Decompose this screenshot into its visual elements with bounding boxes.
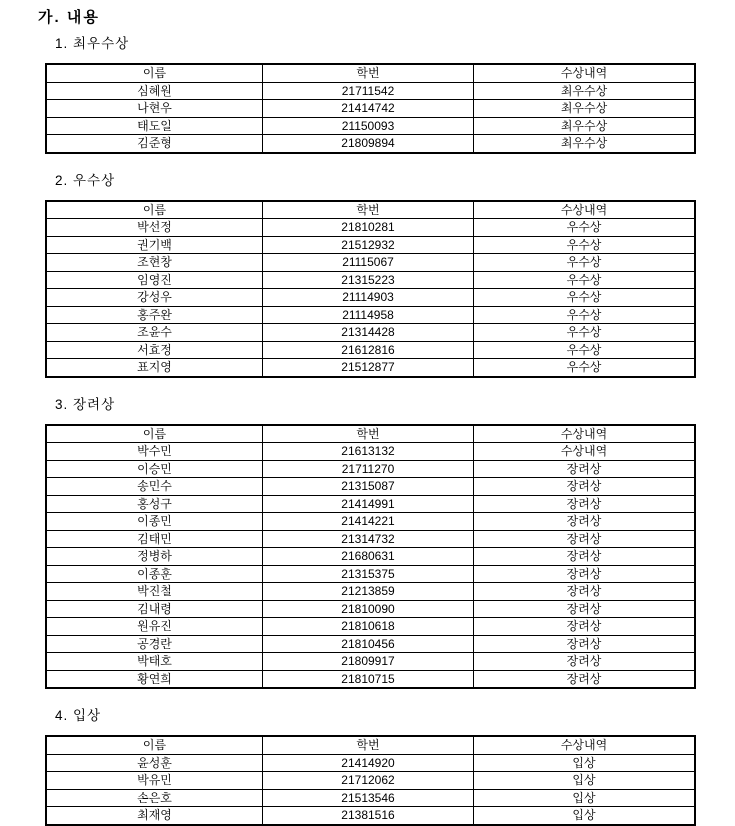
table-cell: 21711270 xyxy=(263,460,474,478)
table-cell: 장려상 xyxy=(474,513,696,531)
table-row xyxy=(46,565,695,583)
table-cell: 송민수 xyxy=(46,478,263,496)
table-row xyxy=(46,443,695,461)
table-row xyxy=(46,807,695,825)
table-cell: 장려상 xyxy=(474,460,696,478)
table-cell: 21613132 xyxy=(263,443,474,461)
table-cell: 21810281 xyxy=(263,219,474,237)
table-cell: 황연희 xyxy=(46,670,263,688)
table-cell: 21810090 xyxy=(263,600,474,618)
table-cell: 장려상 xyxy=(474,618,696,636)
table-cell: 최우수상 xyxy=(474,117,696,135)
table-cell: 21810456 xyxy=(263,635,474,653)
column-header: 학번 xyxy=(263,64,474,82)
table-cell: 김준형 xyxy=(46,135,263,153)
column-header: 이름 xyxy=(46,736,263,754)
table-cell: 장려상 xyxy=(474,565,696,583)
table-cell: 이종훈 xyxy=(46,565,263,583)
table-cell: 김태민 xyxy=(46,530,263,548)
table-cell: 21213859 xyxy=(263,583,474,601)
table-cell: 21809894 xyxy=(263,135,474,153)
table-cell: 박선정 xyxy=(46,219,263,237)
table-row xyxy=(46,359,695,377)
table-cell: 21512877 xyxy=(263,359,474,377)
table-row xyxy=(46,117,695,135)
section-title-2: 2. 우수상 xyxy=(55,172,116,188)
table-cell: 서효정 xyxy=(46,341,263,359)
table-cell: 장려상 xyxy=(474,670,696,688)
table-cell: 21414742 xyxy=(263,100,474,118)
table-row xyxy=(46,100,695,118)
table-cell: 박유민 xyxy=(46,772,263,790)
table-cell: 장려상 xyxy=(474,653,696,671)
table-cell: 장려상 xyxy=(474,548,696,566)
column-header: 이름 xyxy=(46,425,263,443)
table-cell: 최재영 xyxy=(46,807,263,825)
table-row xyxy=(46,324,695,342)
table-row xyxy=(46,478,695,496)
table-cell: 21314428 xyxy=(263,324,474,342)
table-cell: 윤성훈 xyxy=(46,754,263,772)
table-row xyxy=(46,635,695,653)
table-row xyxy=(46,754,695,772)
table-row xyxy=(46,495,695,513)
table-cell: 21315375 xyxy=(263,565,474,583)
table-cell: 21512932 xyxy=(263,236,474,254)
table-row xyxy=(46,82,695,100)
table-cell: 21150093 xyxy=(263,117,474,135)
table-cell: 우수상 xyxy=(474,324,696,342)
table-cell: 우수상 xyxy=(474,359,696,377)
table-cell: 21810618 xyxy=(263,618,474,636)
table-cell: 원유진 xyxy=(46,618,263,636)
table-cell: 21414920 xyxy=(263,754,474,772)
table-cell: 장려상 xyxy=(474,530,696,548)
table-cell: 표지영 xyxy=(46,359,263,377)
table-cell: 장려상 xyxy=(474,635,696,653)
table-cell: 우수상 xyxy=(474,236,696,254)
table-cell: 조윤수 xyxy=(46,324,263,342)
table-cell: 입상 xyxy=(474,789,696,807)
document-body xyxy=(38,36,735,826)
column-header: 학번 xyxy=(263,201,474,219)
table-row xyxy=(46,583,695,601)
table-cell: 장려상 xyxy=(474,478,696,496)
table-cell: 정병하 xyxy=(46,548,263,566)
table-cell: 김내령 xyxy=(46,600,263,618)
header-row xyxy=(46,736,695,754)
table-cell: 권기백 xyxy=(46,236,263,254)
table-cell: 21315087 xyxy=(263,478,474,496)
table-cell: 공경란 xyxy=(46,635,263,653)
table-cell: 우수상 xyxy=(474,306,696,324)
table-row xyxy=(46,306,695,324)
table-cell: 21314732 xyxy=(263,530,474,548)
table-cell: 우수상 xyxy=(474,254,696,272)
table-cell: 수상내역 xyxy=(474,443,696,461)
table-cell: 우수상 xyxy=(474,271,696,289)
table-cell: 강성우 xyxy=(46,289,263,307)
table-cell: 박태호 xyxy=(46,653,263,671)
column-header: 이름 xyxy=(46,201,263,219)
table-cell: 21114958 xyxy=(263,306,474,324)
award-table-4 xyxy=(45,735,696,826)
table-cell: 21513546 xyxy=(263,789,474,807)
table-cell: 입상 xyxy=(474,807,696,825)
table-cell: 입상 xyxy=(474,772,696,790)
table-row xyxy=(46,289,695,307)
table-cell: 이승민 xyxy=(46,460,263,478)
table-cell: 21612816 xyxy=(263,341,474,359)
table-cell: 21114903 xyxy=(263,289,474,307)
table-row xyxy=(46,460,695,478)
table-cell: 홍주완 xyxy=(46,306,263,324)
table-row xyxy=(46,271,695,289)
table-cell: 최우수상 xyxy=(474,100,696,118)
table-cell: 홍성구 xyxy=(46,495,263,513)
table-cell: 21809917 xyxy=(263,653,474,671)
table-cell: 21810715 xyxy=(263,670,474,688)
table-row xyxy=(46,548,695,566)
table-cell: 입상 xyxy=(474,754,696,772)
table-row xyxy=(46,135,695,153)
table-cell: 최우수상 xyxy=(474,82,696,100)
section-title-3: 3. 장려상 xyxy=(55,396,116,412)
table-cell: 우수상 xyxy=(474,289,696,307)
table-cell: 21115067 xyxy=(263,254,474,272)
table-row xyxy=(46,513,695,531)
table-cell: 나현우 xyxy=(46,100,263,118)
header-row xyxy=(46,64,695,82)
section-title-1: 1. 최우수상 xyxy=(55,36,130,51)
table-cell: 21712062 xyxy=(263,772,474,790)
award-table-3 xyxy=(45,424,696,690)
table-cell: 장려상 xyxy=(474,600,696,618)
table-cell: 조현창 xyxy=(46,254,263,272)
table-cell: 21315223 xyxy=(263,271,474,289)
column-header: 수상내역 xyxy=(474,736,696,754)
table-row xyxy=(46,670,695,688)
award-table-1 xyxy=(45,63,696,154)
table-cell: 심혜원 xyxy=(46,82,263,100)
table-cell: 임영진 xyxy=(46,271,263,289)
table-cell: 우수상 xyxy=(474,219,696,237)
table-row xyxy=(46,772,695,790)
header-row xyxy=(46,425,695,443)
table-cell: 21381516 xyxy=(263,807,474,825)
table-row xyxy=(46,618,695,636)
header-row xyxy=(46,201,695,219)
award-table-2 xyxy=(45,200,696,378)
table-cell: 장려상 xyxy=(474,583,696,601)
section-title-4: 4. 입상 xyxy=(55,708,102,723)
column-header: 수상내역 xyxy=(474,425,696,443)
table-cell: 21680631 xyxy=(263,548,474,566)
table-row xyxy=(46,236,695,254)
table-cell: 이종민 xyxy=(46,513,263,531)
column-header: 학번 xyxy=(263,425,474,443)
page-title: 가. 내용 xyxy=(38,9,100,26)
table-row xyxy=(46,219,695,237)
table-cell: 박수민 xyxy=(46,443,263,461)
table-cell: 손은호 xyxy=(46,789,263,807)
table-cell: 장려상 xyxy=(474,495,696,513)
column-header: 수상내역 xyxy=(474,64,696,82)
table-row xyxy=(46,254,695,272)
table-row xyxy=(46,600,695,618)
table-cell: 21414991 xyxy=(263,495,474,513)
table-cell: 태도일 xyxy=(46,117,263,135)
table-cell: 박진철 xyxy=(46,583,263,601)
table-cell: 우수상 xyxy=(474,341,696,359)
table-row xyxy=(46,653,695,671)
column-header: 학번 xyxy=(263,736,474,754)
table-row xyxy=(46,341,695,359)
table-cell: 최우수상 xyxy=(474,135,696,153)
column-header: 수상내역 xyxy=(474,201,696,219)
column-header: 이름 xyxy=(46,64,263,82)
table-cell: 21414221 xyxy=(263,513,474,531)
table-row xyxy=(46,789,695,807)
table-cell: 21711542 xyxy=(263,82,474,100)
table-row xyxy=(46,530,695,548)
